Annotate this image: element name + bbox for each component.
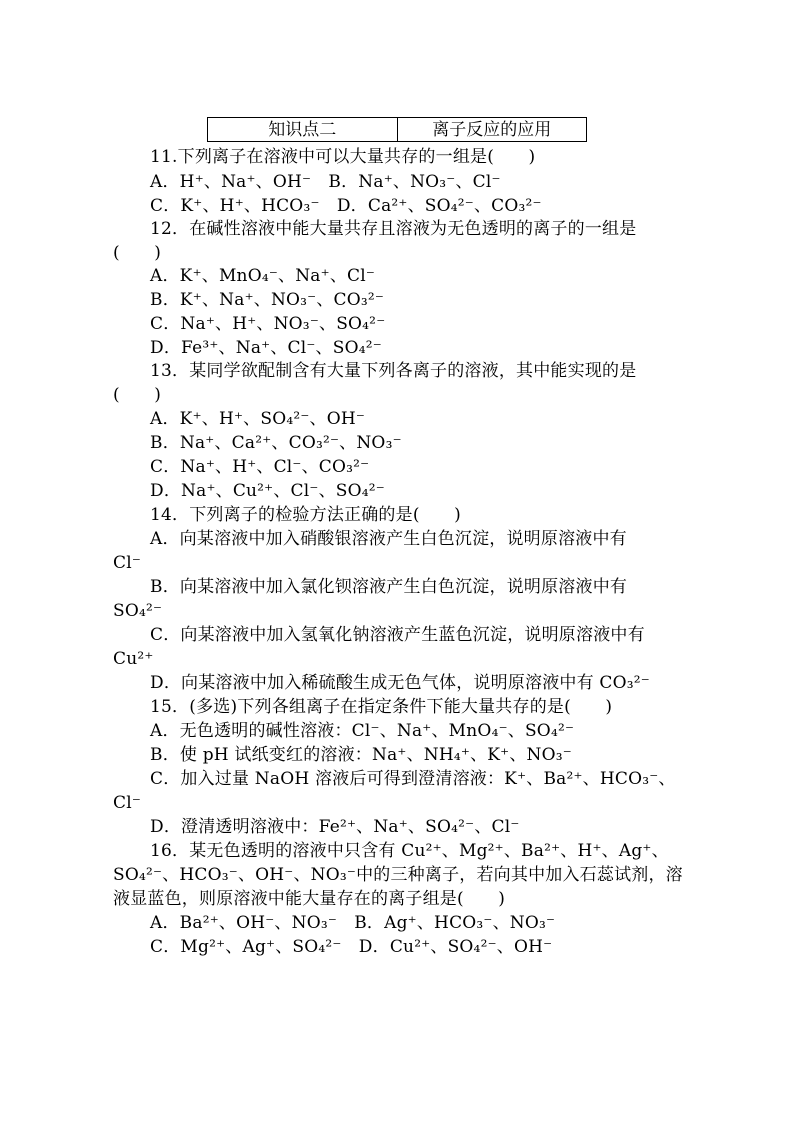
question-16-stem: 16．某无色透明的溶液中只含有 Cu²⁺、Mg²⁺、Ba²⁺、H⁺、Ag⁺、 bbox=[150, 841, 669, 861]
section-topic: 离子反应的应用 bbox=[397, 118, 587, 141]
question-15-option-c-cont: Cl⁻ bbox=[113, 793, 142, 813]
question-13-option-c: C．Na⁺、H⁺、Cl⁻、CO₃²⁻ bbox=[150, 457, 370, 477]
question-15-option-b: B．使 pH 试纸变红的溶液：Na⁺、NH₄⁺、K⁺、NO₃⁻ bbox=[150, 745, 572, 765]
question-11-options-cd: C．K⁺、H⁺、HCO₃⁻ D．Ca²⁺、SO₄²⁻、CO₃²⁻ bbox=[150, 196, 542, 216]
question-14-option-c-cont: Cu²⁺ bbox=[113, 649, 154, 669]
question-16-stem-cont-1: SO₄²⁻、HCO₃⁻、OH⁻、NO₃⁻中的三种离子，若向其中加入石蕊试剂，溶 bbox=[113, 865, 683, 885]
question-14-option-d: D．向某溶液中加入稀硫酸生成无色气体，说明原溶液中有 CO₃²⁻ bbox=[150, 673, 650, 693]
question-16-options-ab: A．Ba²⁺、OH⁻、NO₃⁻ B．Ag⁺、HCO₃⁻、NO₃⁻ bbox=[150, 913, 556, 933]
question-12-option-d: D．Fe³⁺、Na⁺、Cl⁻、SO₄²⁻ bbox=[150, 338, 382, 358]
question-12-option-b: B．K⁺、Na⁺、NO₃⁻、CO₃²⁻ bbox=[150, 290, 385, 310]
question-13-stem-cont: ( ) bbox=[113, 385, 162, 405]
question-15-option-d: D．澄清透明溶液中：Fe²⁺、Na⁺、SO₄²⁻、Cl⁻ bbox=[150, 817, 520, 837]
question-13-option-b: B．Na⁺、Ca²⁺、CO₃²⁻、NO₃⁻ bbox=[150, 433, 402, 453]
question-13-stem: 13．某同学欲配制含有大量下列各离子的溶液，其中能实现的是 bbox=[150, 361, 637, 381]
question-13-option-a: A．K⁺、H⁺、SO₄²⁻、OH⁻ bbox=[150, 409, 366, 429]
question-12-stem: 12．在碱性溶液中能大量共存且溶液为无色透明的离子的一组是 bbox=[150, 219, 637, 239]
question-12-option-c: C．Na⁺、H⁺、NO₃⁻、SO₄²⁻ bbox=[150, 314, 386, 334]
question-14-option-b: B．向某溶液中加入氯化钡溶液产生白色沉淀，说明原溶液中有 bbox=[150, 577, 628, 597]
question-16-options-cd: C．Mg²⁺、Ag⁺、SO₄²⁻ D．Cu²⁺、SO₄²⁻、OH⁻ bbox=[150, 937, 553, 957]
question-16-stem-cont-2: 液显蓝色，则原溶液中能大量存在的离子组是( ) bbox=[113, 889, 506, 909]
question-14-option-c: C．向某溶液中加入氢氧化钠溶液产生蓝色沉淀，说明原溶液中有 bbox=[150, 625, 645, 645]
question-15-stem: 15．(多选)下列各组离子在指定条件下能大量共存的是( ) bbox=[150, 697, 613, 717]
question-12-option-a: A．K⁺、MnO₄⁻、Na⁺、Cl⁻ bbox=[150, 266, 376, 286]
question-12-stem-cont: ( ) bbox=[113, 243, 162, 263]
section-label: 知识点二 bbox=[268, 119, 337, 140]
question-14-stem: 14．下列离子的检验方法正确的是( ) bbox=[150, 505, 461, 525]
question-14-option-a: A．向某溶液中加入硝酸银溶液产生白色沉淀，说明原溶液中有 bbox=[150, 529, 627, 549]
question-14-option-a-cont: Cl⁻ bbox=[113, 553, 142, 573]
question-14-option-b-cont: SO₄²⁻ bbox=[113, 601, 163, 621]
section-header-table bbox=[207, 117, 587, 142]
question-11-stem: 11.下列离子在溶液中可以大量共存的一组是( ) bbox=[150, 147, 536, 167]
question-11-options-ab: A．H⁺、Na⁺、OH⁻ B．Na⁺、NO₃⁻、Cl⁻ bbox=[150, 172, 501, 192]
question-15-option-c: C．加入过量 NaOH 溶液后可得到澄清溶液：K⁺、Ba²⁺、HCO₃⁻、 bbox=[150, 769, 676, 789]
question-13-option-d: D．Na⁺、Cu²⁺、Cl⁻、SO₄²⁻ bbox=[150, 481, 385, 501]
question-15-option-a: A．无色透明的碱性溶液：Cl⁻、Na⁺、MnO₄⁻、SO₄²⁻ bbox=[150, 721, 575, 741]
